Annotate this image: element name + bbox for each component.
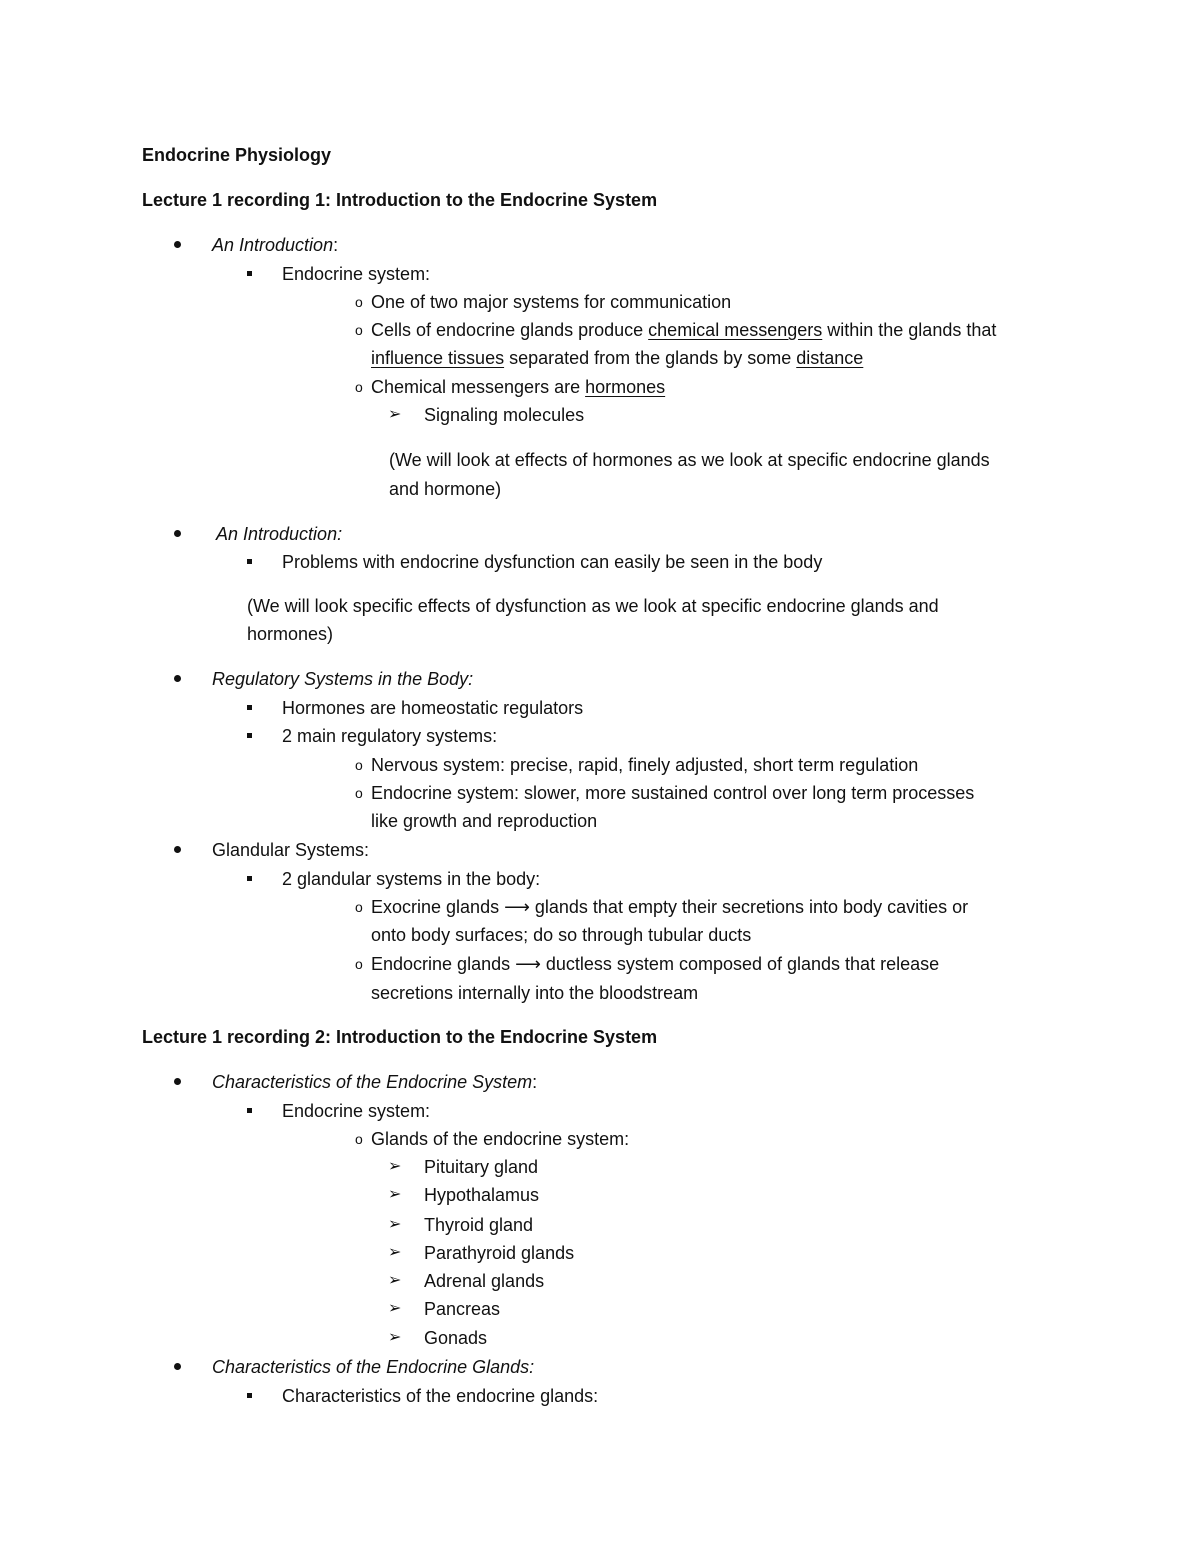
- bullet-dot: [174, 241, 181, 248]
- circle-marker: o: [355, 956, 363, 972]
- bullet-item: Characteristics of the Endocrine Glands:: [212, 1357, 535, 1377]
- gland-item: Parathyroid glands: [424, 1243, 575, 1263]
- arrow-item: Signaling molecules: [424, 405, 585, 425]
- circle-marker: o: [355, 379, 363, 395]
- sub-sub-item: Endocrine glands ⟶ ductless system composed of glands that release: [371, 954, 940, 974]
- square-bullet: [247, 733, 252, 738]
- square-bullet: [247, 1108, 252, 1113]
- gland-item: Adrenal glands: [424, 1271, 545, 1291]
- gland-item: Thyroid gland: [424, 1215, 534, 1235]
- note-text: (We will look at effects of hormones as we look at specific endocrine glands: [389, 450, 990, 470]
- sub-sub-item: Endocrine system: slower, more sustained control over long term processes: [371, 783, 975, 803]
- sub-sub-item: Glands of the endocrine system:: [371, 1129, 630, 1149]
- sub-item: Endocrine system:: [282, 264, 431, 284]
- sub-sub-item: One of two major systems for communication: [371, 292, 732, 312]
- sub-sub-item-continued: secretions internally into the bloodstream: [371, 983, 699, 1003]
- bullet-item: Characteristics of the Endocrine System:: [212, 1072, 538, 1092]
- square-bullet: [247, 271, 252, 276]
- sub-sub-item-continued: like growth and reproduction: [371, 811, 598, 831]
- circle-marker: o: [355, 1131, 363, 1147]
- square-bullet: [247, 559, 252, 564]
- sub-item: Characteristics of the endocrine glands:: [282, 1386, 599, 1406]
- gland-item: Gonads: [424, 1328, 488, 1348]
- sub-item: 2 glandular systems in the body:: [282, 869, 541, 889]
- bullet-item: An Introduction:: [212, 235, 339, 255]
- gland-item: Pituitary gland: [424, 1157, 539, 1177]
- arrow-bullet-icon: ➢: [388, 1329, 402, 1346]
- sub-item: Problems with endocrine dysfunction can easily be seen in the body: [282, 552, 823, 572]
- sub-sub-item-continued: onto body surfaces; do so through tubular ducts: [371, 925, 752, 945]
- arrow-bullet-icon: ➢: [388, 1272, 402, 1289]
- circle-marker: o: [355, 785, 363, 801]
- bullet-dot: [174, 530, 181, 537]
- circle-marker: o: [355, 899, 363, 915]
- section-heading-2: Lecture 1 recording 2: Introduction to the Endocrine System: [142, 1027, 658, 1047]
- sub-item: 2 main regulatory systems:: [282, 726, 498, 746]
- sub-item: Hormones are homeostatic regulators: [282, 698, 584, 718]
- bullet-item: Glandular Systems:: [212, 840, 370, 860]
- circle-marker: o: [355, 294, 363, 310]
- sub-sub-item-continued: influence tissues separated from the glands by some distance: [371, 348, 864, 368]
- circle-marker: o: [355, 757, 363, 773]
- arrow-bullet-icon: ➢: [388, 1300, 402, 1317]
- note-text: and hormone): [389, 479, 502, 499]
- square-bullet: [247, 705, 252, 710]
- arrow-bullet-icon: ➢: [388, 1216, 402, 1233]
- document-title: Endocrine Physiology: [142, 145, 332, 165]
- arrow-bullet-icon: ➢: [388, 1158, 402, 1175]
- arrow-bullet-icon: ➢: [388, 406, 402, 423]
- square-bullet: [247, 1393, 252, 1398]
- sub-item: Endocrine system:: [282, 1101, 431, 1121]
- arrow-bullet-icon: ➢: [388, 1244, 402, 1261]
- bullet-dot: [174, 846, 181, 853]
- bullet-dot: [174, 675, 181, 682]
- circle-marker: o: [355, 322, 363, 338]
- gland-item: Pancreas: [424, 1299, 501, 1319]
- bullet-item: Regulatory Systems in the Body:: [212, 669, 474, 689]
- sub-sub-item: Exocrine glands ⟶ glands that empty their secretions into body cavities or: [371, 897, 969, 917]
- sub-sub-item: Nervous system: precise, rapid, finely adjusted, short term regulation: [371, 755, 919, 775]
- note-text: (We will look specific effects of dysfunction as we look at specific endocrine glands and: [247, 596, 939, 616]
- section-heading-1: Lecture 1 recording 1: Introduction to the Endocrine System: [142, 190, 658, 210]
- sub-sub-item: Chemical messengers are hormones: [371, 377, 666, 397]
- bullet-item: An Introduction:: [216, 524, 343, 544]
- arrow-bullet-icon: ➢: [388, 1186, 402, 1203]
- note-text: hormones): [247, 624, 334, 644]
- gland-item: Hypothalamus: [424, 1185, 540, 1205]
- bullet-dot: [174, 1078, 181, 1085]
- sub-sub-item: Cells of endocrine glands produce chemical messengers within the glands that: [371, 320, 997, 340]
- bullet-dot: [174, 1363, 181, 1370]
- square-bullet: [247, 876, 252, 881]
